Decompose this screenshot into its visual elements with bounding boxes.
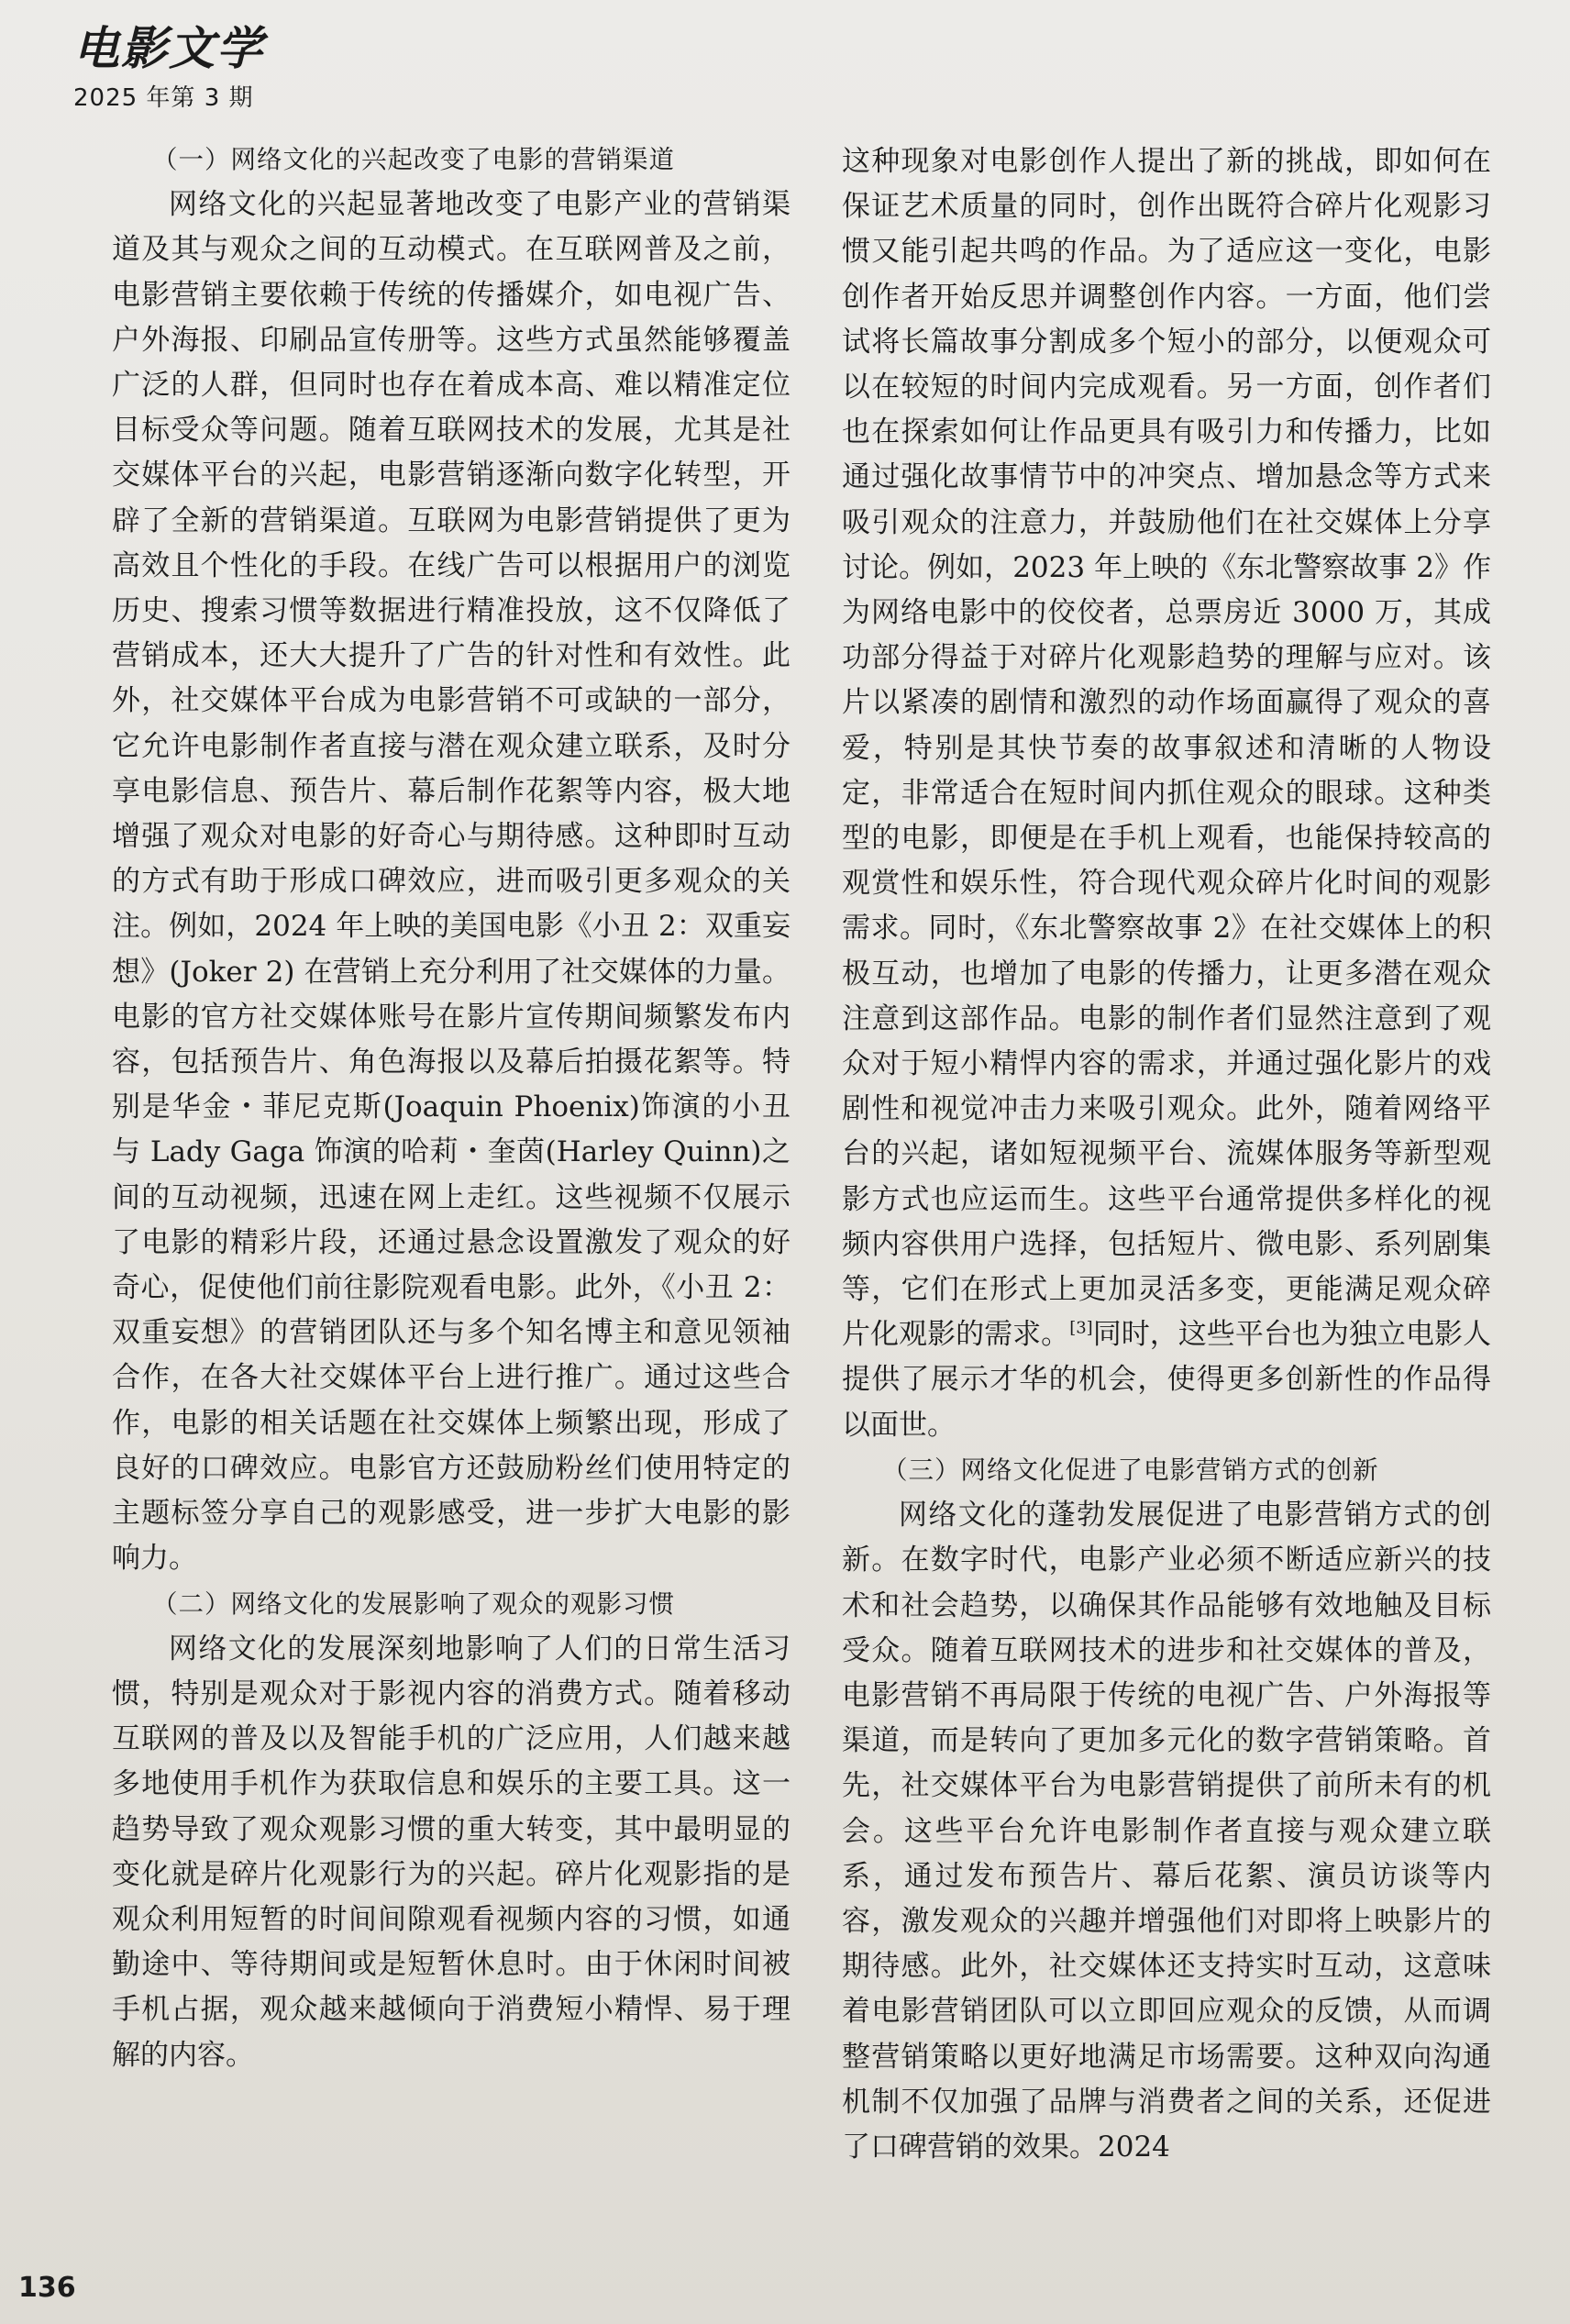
paragraph-text: 这种现象对电影创作人提出了新的挑战，即如何在保证艺术质量的同时，创作出既符合碎片化观影习惯又能引起共鸣的作品。为了适应这一变化，电影创作者开始反思并调整创作内容。一方面，他们尝试将长篇故事分割成多个短小的部分，以便观众可以在较短的时间内完成观看。另一方面，创作者们也在探索如何让作品更具有吸引力和传播力，比如通过强化故事情节中的冲突点、增加悬念等方式来吸引观众的注意力，并鼓励他们在社交媒体上分享讨论。例如，2023 年上映的《东北警察故事 2》作为网络电影中的佼佼者，总票房近 3000 万，其成功部分得益于对碎片化观影趋势的理解与应对。该片以紧凑的剧情和激烈的动作场面赢得了观众的喜爱，特别是其快节奏的故事叙述和清晰的人物设定，非常适合在短时间内抓住观众的眼球。这种类型的电影，即便是在手机上观看，也能保持较高的观赏性和娱乐性，符合现代观众碎片化时间的观影需求。同时，《东北警察故事 2》在社交媒体上的积极互动，也增加了电影的传播力，让更多潜在观众注意到这部作品。电影的制作者们显然注意到了观众对于短小精悍内容的需求，并通过强化影片的戏剧性和视觉冲击力来吸引观众。此外，随着网络平台的兴起，诸如短视频平台、流媒体服务等新型观影方式也应运而生。这些平台通常提供多样化的视频内容供用户选择，包括短片、微电影、系列剧集等，它们在形式上更加灵活多变，更能满足观众碎片化观影的需求。 [842, 145, 1491, 1352]
body-paragraph-continued [842, 139, 1491, 1448]
section-heading-3: （三）网络文化促进了电影营销方式的创新 [882, 1455, 1379, 1485]
section-heading-1: （一）网络文化的兴起改变了电影的营销渠道 [152, 145, 675, 174]
masthead [73, 21, 264, 113]
journal-name: 电影文学 [73, 21, 264, 75]
citation-marker: [3] [1069, 1318, 1093, 1338]
body-paragraph-1: 网络文化的兴起显著地改变了电影产业的营销渠道及其与观众之间的互动模式。在互联网普及之前，电影营销主要依赖于传统的传播媒介，如电视广告、户外海报、印刷品宣传册等。这些方式虽然能够覆盖广泛的人群，但同时也存在着成本高、难以精准定位目标受众等问题。随着互联网技术的发展，尤其是社交媒体平台的兴起，电影营销逐渐向数字化转型，开辟了全新的营销渠道。互联网为电影营销提供了更为高效且个性化的手段。在线广告可以根据用户的浏览历史、搜索习惯等数据进行精准投放，这不仅降低了营销成本，还大大提升了广告的针对性和有效性。此外，社交媒体平台成为电影营销不可或缺的一部分，它允许电影制作者直接与潜在观众建立联系，及时分享电影信息、预告片、幕后制作花絮等内容，极大地增强了观众对电影的好奇心与期待感。这种即时互动的方式有助于形成口碑效应，进而吸引更多观众的关注。例如，2024 年上映的美国电影《小丑 2：双重妄想》(Joker 2) 在营销上充分利用了社交媒体的力量。电影的官方社交媒体账号在影片宣传期间频繁发布内容，包括预告片、角色海报以及幕后拍摄花絮等。特别是华金・菲尼克斯(Joaquin Phoenix)饰演的小丑与 Lady Gaga 饰演的哈莉・奎茵(Harley Quinn)之间的互动视频，迅速在网上走红。这些视频不仅展示了电影的精彩片段，还通过悬念设置激发了观众的好奇心，促使他们前往影院观看电影。此外，《小丑 2：双重妄想》的营销团队还与多个知名博主和意见领袖合作，在各大社交媒体平台上进行推广。通过这些合作，电影的相关话题在社交媒体上频繁出现，形成了良好的口碑效应。电影官方还鼓励粉丝们使用特定的主题标签分享自己的观影感受，进一步扩大电影的影响力。 [112, 188, 791, 1576]
left-column [112, 138, 791, 2078]
right-column [842, 139, 1491, 2170]
paragraph-text-tail: 同时，这些平台也为独立电影人提供了展示才华的机会，使得更多创新性的作品得以面世。 [842, 1318, 1492, 1442]
section-heading-2: （二）网络文化的发展影响了观众的观影习惯 [152, 1588, 675, 1619]
body-paragraph-2: 网络文化的发展深刻地影响了人们的日常生活习惯，特别是观众对于影视内容的消费方式。随着移动互联网的普及以及智能手机的广泛应用，人们越来越多地使用手机作为获取信息和娱乐的主要工具。这一趋势导致了观众观影习惯的重大转变，其中最明显的变化就是碎片化观影行为的兴起。碎片化观影指的是观众利用短暂的时间间隙观看视频内容的习惯，如通勤途中、等待期间或是短暂休息时。由于休闲时间被手机占据，观众越来越倾向于消费短小精悍、易于理解的内容。 [112, 1632, 791, 2072]
issue-number: 2025 年第 3 期 [73, 84, 254, 112]
page-number: 136 [18, 2272, 76, 2304]
body-paragraph-3: 网络文化的蓬勃发展促进了电影营销方式的创新。在数字时代，电影产业必须不断适应新兴的技术和社会趋势，以确保其作品能够有效地触及目标受众。随着互联网技术的进步和社交媒体的普及，电影营销不再局限于传统的电视广告、户外海报等渠道，而是转向了更加多元化的数字营销策略。首先，社交媒体平台为电影营销提供了前所未有的机会。这些平台允许电影制作者直接与观众建立联系，通过发布预告片、幕后花絮、演员访谈等内容，激发观众的兴趣并增强他们对即将上映影片的期待感。此外，社交媒体还支持实时互动，这意味着电影营销团队可以立即回应观众的反馈，从而调整营销策略以更好地满足市场需要。这种双向沟通机制不仅加强了品牌与消费者之间的关系，还促进了口碑营销的效果。2024 [842, 1499, 1491, 2164]
